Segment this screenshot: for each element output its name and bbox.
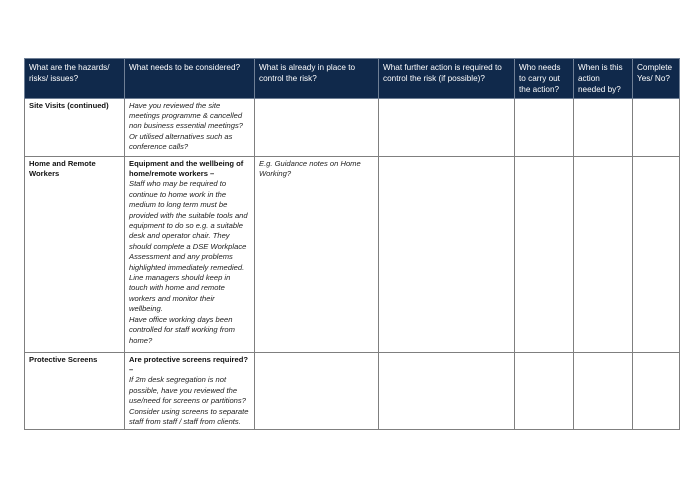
- hazard-cell: Site Visits (continued): [25, 98, 125, 156]
- header-row: [25, 59, 680, 99]
- in-place-cell[interactable]: [255, 352, 379, 430]
- consider-text: If 2m desk segregation is not possible, have you reviewed the use/need for screens or partitions? Consider using screens to separate staff from staff / staff from clients.: [129, 375, 249, 427]
- hazard-cell: Protective Screens: [25, 352, 125, 430]
- risk-assessment-table: [24, 58, 680, 430]
- in-place-cell[interactable]: [255, 98, 379, 156]
- header-controls-in-place: What is already in place to control the risk?: [255, 59, 379, 99]
- complete-cell[interactable]: [633, 98, 680, 156]
- complete-cell[interactable]: [633, 156, 680, 352]
- when-cell[interactable]: [574, 98, 633, 156]
- table-row: [25, 156, 680, 352]
- header-complete: Complete Yes/ No?: [633, 59, 680, 99]
- consider-cell: [125, 352, 255, 430]
- header-when: When is this action needed by?: [574, 59, 633, 99]
- header-considerations: What needs to be considered?: [125, 59, 255, 99]
- further-action-cell[interactable]: [379, 156, 515, 352]
- who-cell[interactable]: [515, 352, 574, 430]
- table-row: [25, 352, 680, 430]
- hazard-cell: Home and Remote Workers: [25, 156, 125, 352]
- consider-text-2: Line managers should keep in touch with home and remote workers and monitor their wellbeing.: [129, 273, 231, 314]
- in-place-text: E.g. Guidance notes on Home Working?: [259, 158, 361, 179]
- header-hazards: What are the hazards/ risks/ issues?: [25, 59, 125, 99]
- consider-cell: [125, 156, 255, 352]
- when-cell[interactable]: [574, 156, 633, 352]
- table-row: [25, 98, 680, 156]
- consider-text-3: Have office working days been controlled for staff working from home?: [129, 314, 235, 345]
- header-who: Who needs to carry out the action?: [515, 59, 574, 99]
- who-cell[interactable]: [515, 98, 574, 156]
- when-cell[interactable]: [574, 352, 633, 430]
- header-further-action: What further action is required to control the risk (if possible)?: [379, 59, 515, 99]
- who-cell[interactable]: [515, 156, 574, 352]
- further-action-cell[interactable]: [379, 352, 515, 430]
- consider-text: Have you reviewed the site meetings programme & cancelled non business essential meetings? Or utilised alternatives such as conference calls?: [129, 100, 243, 152]
- consider-heading: Equipment and the wellbeing of home/remote workers –: [129, 158, 244, 179]
- further-action-cell[interactable]: [379, 98, 515, 156]
- consider-text: Staff who may be required to continue to home work in the medium to long term must be provided with the suitable tools and equipment to do so e.g. a suitable desk and operator chair. They should complete a DSE Workplace Assessment and any problems highlighted immediately remedied.: [129, 179, 248, 272]
- consider-heading: Are protective screens required? –: [129, 354, 249, 375]
- complete-cell[interactable]: [633, 352, 680, 430]
- consider-cell: [125, 98, 255, 156]
- in-place-cell[interactable]: [255, 156, 379, 352]
